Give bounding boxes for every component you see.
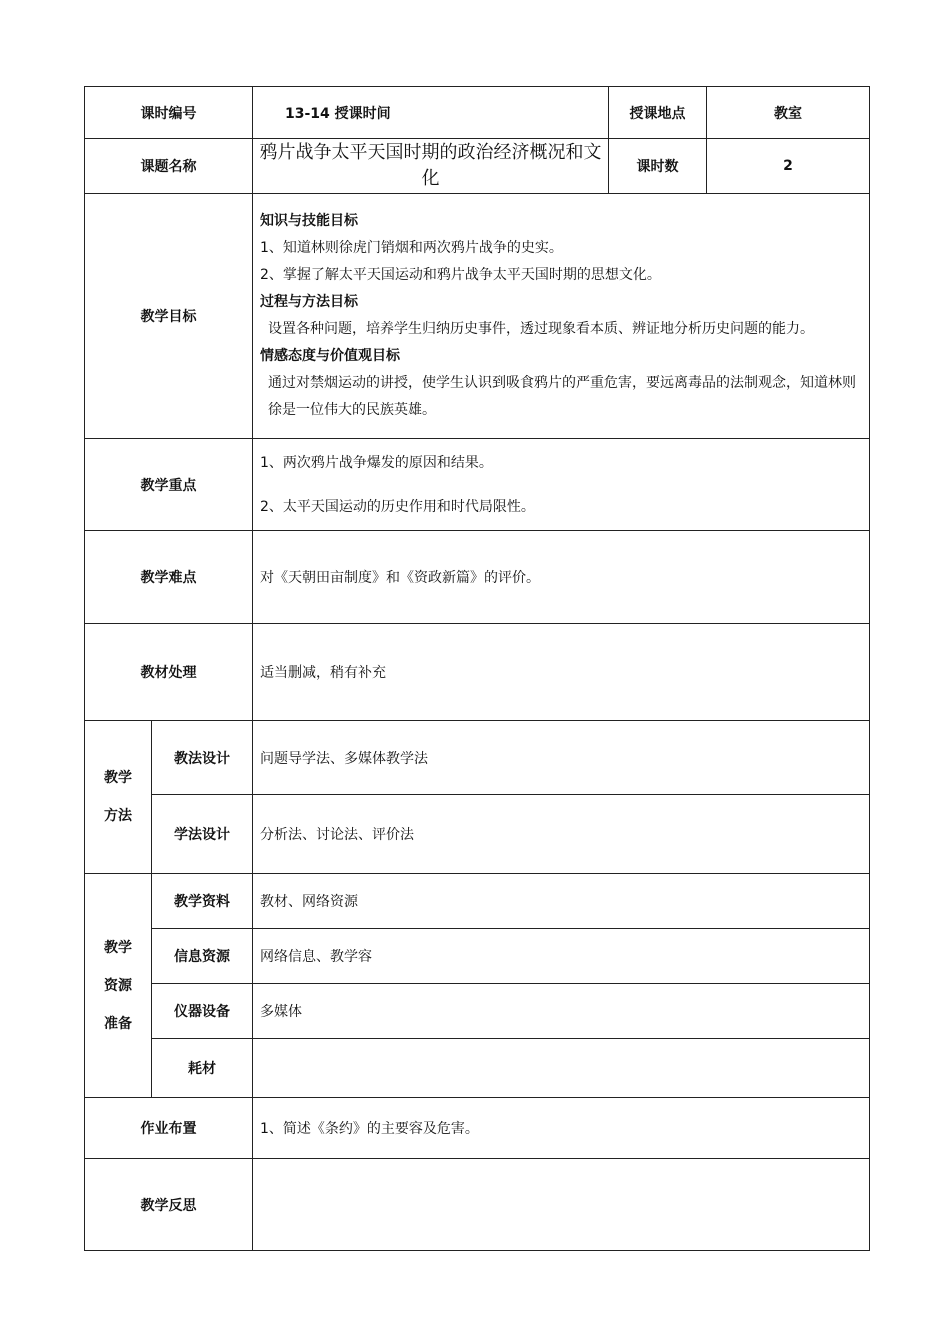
materials-value: 教材、网络资源 xyxy=(253,874,870,929)
materials-label: 教学资料 xyxy=(152,874,253,929)
materials-row xyxy=(85,874,870,929)
key-points-label: 教学重点 xyxy=(85,439,253,531)
learning-method-row xyxy=(85,795,870,874)
objectives-label: 教学目标 xyxy=(85,194,253,439)
reflection-row xyxy=(85,1159,870,1251)
methods-label-line2: 方法 xyxy=(104,808,132,824)
methods-label-line1: 教学 xyxy=(104,770,132,786)
hours-label: 课时数 xyxy=(609,139,707,194)
topic-label: 课题名称 xyxy=(85,139,253,194)
hours-value: 2 xyxy=(707,139,870,194)
learning-method-value: 分析法、讨论法、评价法 xyxy=(253,795,870,874)
teaching-method-label: 教法设计 xyxy=(152,721,253,795)
reflection-value xyxy=(253,1159,870,1251)
teaching-method-row xyxy=(85,721,870,795)
lesson-number-row xyxy=(85,87,870,139)
knowledge-heading: 知识与技能目标 xyxy=(260,213,358,229)
equipment-label: 仪器设备 xyxy=(152,984,253,1039)
resources-group-label xyxy=(85,874,152,1098)
learning-method-label: 学法设计 xyxy=(152,795,253,874)
material-handling-row xyxy=(85,624,870,721)
emotion-text: 通过对禁烟运动的讲授，使学生认识到吸食鸦片的严重危害，要远离毒品的法制观念，知道林则徐是一位伟大的民族英雄。 xyxy=(268,375,856,418)
process-text: 设置各种问题，培养学生归纳历史事件，透过现象看本质、辨证地分析历史问题的能力。 xyxy=(268,321,814,337)
knowledge-item-1: 1、知道林则徐虎门销烟和两次鸦片战争的史实。 xyxy=(260,240,563,256)
knowledge-item-2: 2、掌握了解太平天国运动和鸦片战争太平天国时期的思想文化。 xyxy=(260,267,661,283)
material-handling-value: 适当删减，稍有补充 xyxy=(253,624,870,721)
place-value: 教室 xyxy=(707,87,870,139)
consumables-row xyxy=(85,1039,870,1098)
info-resources-label: 信息资源 xyxy=(152,929,253,984)
topic-row xyxy=(85,139,870,194)
consumables-label: 耗材 xyxy=(152,1039,253,1098)
key-points-row xyxy=(85,439,870,531)
process-heading: 过程与方法目标 xyxy=(260,294,358,310)
resources-label-line1: 教学 xyxy=(104,939,132,956)
lesson-number-and-time: 13-14 授课时间 xyxy=(253,87,609,139)
consumables-value xyxy=(253,1039,870,1098)
resources-label-line3: 准备 xyxy=(104,1015,132,1032)
key-point-1: 1、两次鸦片战争爆发的原因和结果。 xyxy=(260,454,493,471)
lesson-plan-table xyxy=(84,86,870,1251)
topic-value: 鸦片战争太平天国时期的政治经济概况和文化 xyxy=(253,139,609,194)
info-resources-value: 网络信息、教学容 xyxy=(253,929,870,984)
objectives-content xyxy=(253,194,870,439)
info-resources-row xyxy=(85,929,870,984)
difficulties-row xyxy=(85,531,870,624)
homework-label: 作业布置 xyxy=(85,1098,253,1159)
objectives-row xyxy=(85,194,870,439)
lesson-number-label: 课时编号 xyxy=(85,87,253,139)
equipment-row xyxy=(85,984,870,1039)
homework-value: 1、简述《条约》的主要容及危害。 xyxy=(253,1098,870,1159)
resources-label-line2: 资源 xyxy=(104,977,132,994)
methods-group-label xyxy=(85,721,152,874)
equipment-value: 多媒体 xyxy=(253,984,870,1039)
reflection-label: 教学反思 xyxy=(85,1159,253,1251)
difficulties-value: 对《天朝田亩制度》和《资政新篇》的评价。 xyxy=(253,531,870,624)
difficulties-label: 教学难点 xyxy=(85,531,253,624)
emotion-heading: 情感态度与价值观目标 xyxy=(260,348,400,364)
material-handling-label: 教材处理 xyxy=(85,624,253,721)
place-label: 授课地点 xyxy=(609,87,707,139)
key-points-content xyxy=(253,439,870,531)
homework-row xyxy=(85,1098,870,1159)
teaching-method-value: 问题导学法、多媒体教学法 xyxy=(253,721,870,795)
key-point-2: 2、太平天国运动的历史作用和时代局限性。 xyxy=(260,498,535,515)
